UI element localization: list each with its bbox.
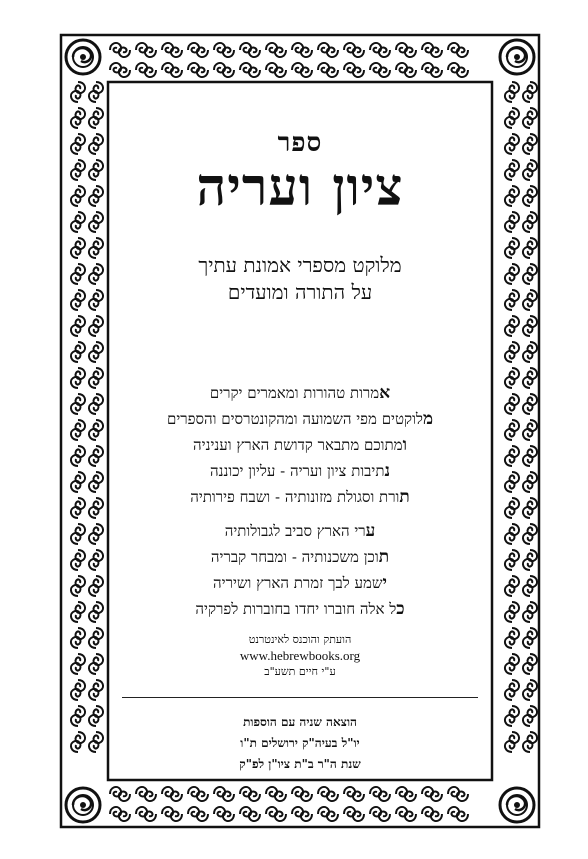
poem-line: ישמע לבך זמרת הארץ ושיריה <box>213 573 387 593</box>
poem-first-letter: ו <box>402 435 407 455</box>
subtitle-line: על התורה ומועדים <box>227 280 373 304</box>
edition-line: שנת ה"ר ב"ת ציו"ן לפ"ק <box>239 757 361 771</box>
online-note-line: הועתק והוכנס לאינטרנט <box>248 633 352 646</box>
sefer-label: ספר <box>277 128 323 158</box>
divider-rule <box>122 697 478 698</box>
online-note-line: ע"י חיים תשע"ב <box>264 665 336 678</box>
poem-line: ומתוכם מתבאר קדושת הארץ ועניניה <box>193 435 407 455</box>
poem-first-letter: י <box>382 573 387 593</box>
edition-line: יו"ל בעיה"ק ירושלים ת"ו <box>240 736 360 750</box>
poem-first-letter: ת <box>378 547 390 567</box>
description-poem-second-stanza <box>112 518 488 622</box>
title-page-content <box>112 100 488 800</box>
border-left-ornament <box>71 82 103 752</box>
online-copy-note <box>112 632 488 680</box>
poem-line: אמרות טהורות ומאמרים יקרים <box>209 383 391 403</box>
edition-line: הוצאה שניה עם הוספות <box>243 715 357 729</box>
book-title: ציון ועריה <box>196 157 404 218</box>
border-right-ornament <box>505 82 537 752</box>
poem-first-letter: מ <box>422 409 434 429</box>
edition-info <box>112 712 488 775</box>
border-top-ornament <box>110 43 468 77</box>
poem-first-letter: ע <box>365 521 376 541</box>
poem-first-letter: כ <box>396 599 405 619</box>
poem-line: תוכן משכנותיה - ומבחר קבריה <box>210 547 390 567</box>
poem-first-letter: ת <box>399 487 410 507</box>
book-subtitle <box>112 252 488 306</box>
website-link[interactable]: www.hebrewbooks.org <box>239 648 361 663</box>
poem-line: תורת וסגולת מזונותיה - ושבח פירותיה <box>190 487 410 507</box>
subtitle-line: מלוקט מספרי אמונת עתיך <box>198 253 402 277</box>
description-poem-first-stanza <box>112 380 488 510</box>
poem-line: נתיבות ציון ועריה - עליון יכוננה <box>209 461 391 481</box>
poem-first-letter: א <box>379 383 391 403</box>
poem-first-letter: נ <box>384 461 391 481</box>
poem-line: מלוקטים מפי השמועה ומהקונטרסים והספרים <box>166 409 434 429</box>
poem-line: כל אלה חוברו יחדו בחוברות לפרקיה <box>195 599 405 619</box>
poem-line: ערי הארץ סביב לגבולותיה <box>224 521 376 541</box>
